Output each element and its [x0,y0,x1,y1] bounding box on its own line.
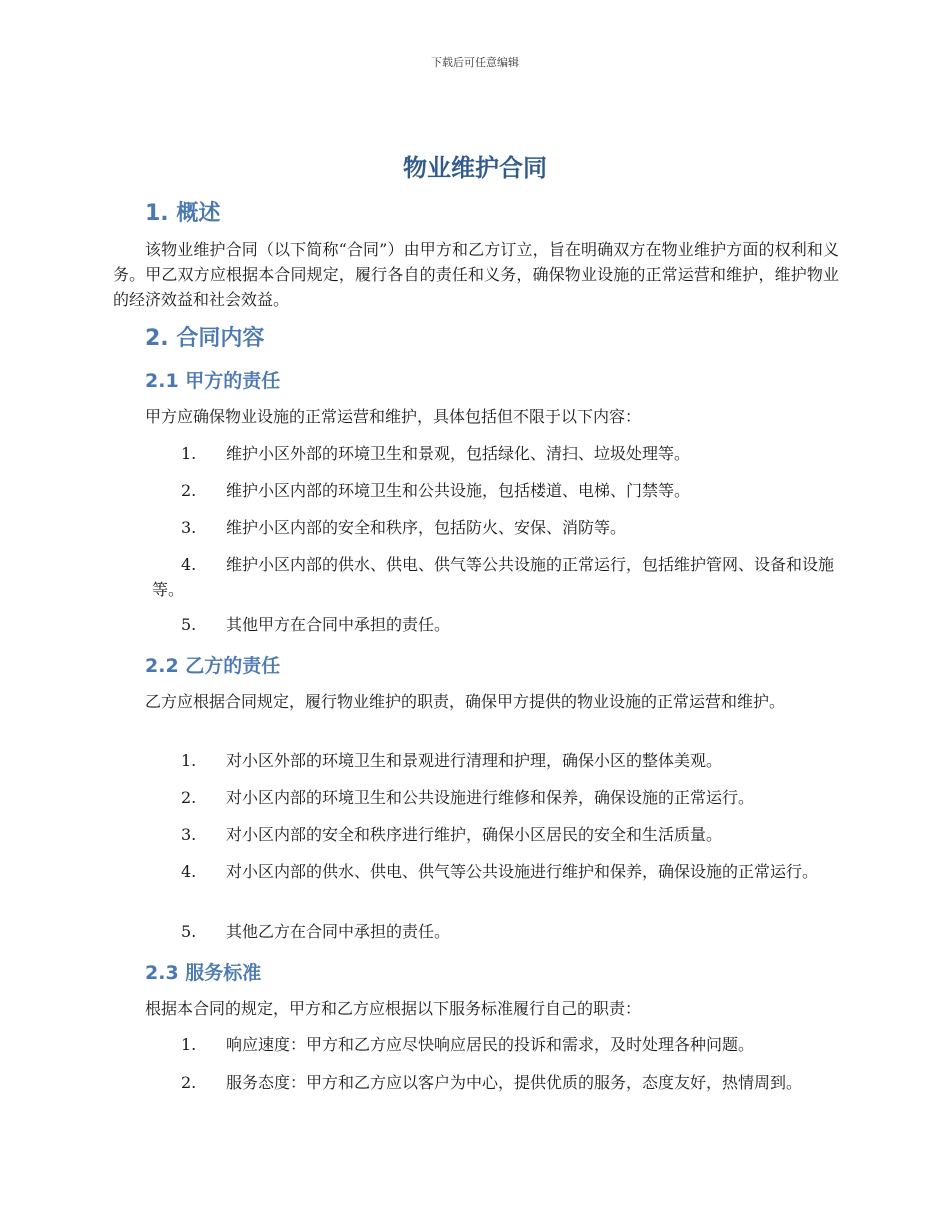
list-number: 1. [181,444,197,463]
list-text: 对小区外部的环境卫生和景观进行清理和护理，确保小区的整体美观。 [226,751,723,770]
list-text: 对小区内部的环境卫生和公共设施进行维修和保养，确保设施的正常运行。 [226,788,755,807]
list-text: 服务态度：甲方和乙方应以客户为中心，提供优质的服务，态度友好，热情周到。 [226,1073,803,1092]
list-item [152,1032,840,1057]
list-number: 4. [181,555,197,574]
subsection-heading-party-b: 2.2 乙方的责任 [145,655,281,677]
list-item [152,859,840,884]
list-text: 维护小区内部的安全和秩序，包括防火、安保、消防等。 [226,518,627,537]
list-number: 1. [181,751,197,770]
section-heading-overview: 1. 概述 [145,201,221,226]
list-text: 维护小区外部的环境卫生和景观，包括绿化、清扫、垃圾处理等。 [226,444,691,463]
party-a-intro: 甲方应确保物业设施的正常运营和维护，具体包括但不限于以下内容： [145,407,642,426]
list-text: 对小区内部的安全和秩序进行维护，确保小区居民的安全和生活质量。 [226,825,723,844]
list-text: 维护小区内部的环境卫生和公共设施，包括楼道、电梯、门禁等。 [226,481,691,500]
list-number: 3. [181,825,197,844]
list-text: 对小区内部的供水、供电、供气等公共设施进行维护和保养，确保设施的正常运行。 [226,862,819,881]
list-item [152,612,840,637]
list-number: 2. [181,1073,197,1092]
document-title: 物业维护合同 [403,154,547,182]
list-number: 2. [181,481,197,500]
list-item [152,822,840,847]
list-text: 维护小区内部的供水、供电、供气等公共设施的正常运行，包括维护管网、设备和设施等。 [152,555,835,599]
list-item [152,441,840,466]
list-number: 4. [181,862,197,881]
list-item [152,785,840,810]
list-number: 2. [181,788,197,807]
party-b-intro: 乙方应根据合同规定，履行物业维护的职责，确保甲方提供的物业设施的正常运营和维护。 [145,692,786,711]
subsection-heading-service-standards: 2.3 服务标准 [145,962,262,984]
list-number: 1. [181,1035,197,1054]
list-number: 3. [181,518,197,537]
section-heading-contract-content: 2. 合同内容 [145,326,265,351]
list-item [152,748,840,773]
subsection-heading-party-a: 2.1 甲方的责任 [145,370,281,392]
service-standards-intro: 根据本合同的规定，甲方和乙方应根据以下服务标准履行自己的职责： [145,999,642,1018]
list-text: 其他乙方在合同中承担的责任。 [226,922,451,941]
list-text: 响应速度：甲方和乙方应尽快响应居民的投诉和需求，及时处理各种问题。 [226,1035,755,1054]
list-number: 5. [181,615,197,634]
overview-paragraph: 该物业维护合同（以下简称“合同”）由甲方和乙方订立，旨在明确双方在物业维护方面的权利和义务。甲乙双方应根据本合同规定，履行各自的责任和义务，确保物业设施的正常运营和维护，维护物业的经济效益和社会效益。 [113,240,839,309]
list-item [152,552,840,602]
list-item [152,1070,840,1095]
list-item [152,919,840,944]
list-number: 5. [181,922,197,941]
list-text: 其他甲方在合同中承担的责任。 [226,615,451,634]
list-item [152,478,840,503]
page-header: 下载后可任意编辑 [431,56,519,69]
list-item [152,515,840,540]
